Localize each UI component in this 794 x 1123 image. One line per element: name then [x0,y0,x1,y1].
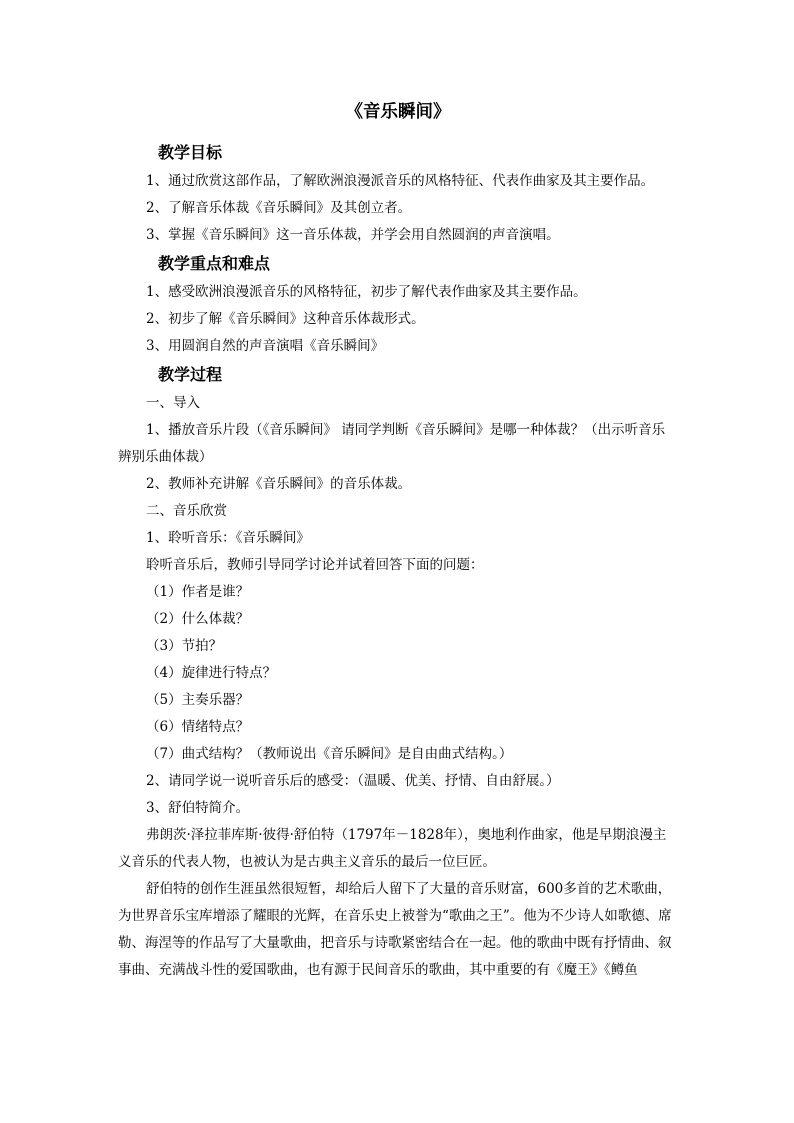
question-4: （4）旋律进行特点？ [146,665,277,681]
goal-item-3: 3、掌握《音乐瞬间》这一音乐体裁，并学会用自然圆润的声音演唱。 [146,227,560,243]
heading-key-points: 教学重点和难点 [158,254,271,273]
goal-item-2: 2、了解音乐体裁《音乐瞬间》及其创立者。 [146,200,412,216]
bio-paragraph-2: 舒伯特的创作生涯虽然很短暂，却给后人留下了大量的音乐财富，600多首的艺术歌曲，为世界音乐宝库增添了耀眼的光辉，在音乐史上被誉为“歌曲之王”。他为不少诗人如歌德、席勒、海涅等的作品写了大量歌曲，把音乐与诗歌紧密结合在一起。他的歌曲中既有抒情曲、叙事曲、充满战斗性的爱国歌曲，也有源于民间音乐的歌曲，其中重要的有《魔王》《鳟鱼 [118,881,672,978]
key-point-3: 3、用圆润自然的声音演唱《音乐瞬间》 [146,338,385,354]
section-appreciation: 二、音乐欣赏 [146,503,227,519]
intro-step-1: 1、播放音乐片段（《音乐瞬间》 请同学判断《音乐瞬间》是哪一种体裁？（出示听音乐辨别乐曲体裁） [118,422,666,465]
heading-teaching-process: 教学过程 [158,365,223,384]
appreciation-prompt: 聆听音乐后，教师引导同学讨论并试着回答下面的问题： [146,557,484,573]
document-body [118,98,678,984]
question-5: （5）主奏乐器？ [146,692,250,708]
section-intro: 一、导入 [146,395,200,411]
key-point-2: 2、初步了解《音乐瞬间》这种音乐体裁形式。 [146,311,425,327]
appreciation-step-3: 3、舒伯特简介。 [146,800,250,816]
key-point-1: 1、感受欧洲浪漫派音乐的风格特征，初步了解代表作曲家及其主要作品。 [146,284,587,300]
intro-step-2: 2、教师补充讲解《音乐瞬间》的音乐体裁。 [146,476,412,492]
document-title: 《音乐瞬间》 [345,102,451,122]
question-3: （3）节拍？ [146,638,223,654]
question-6: （6）情绪特点？ [146,719,250,735]
question-1: （1）作者是谁？ [146,584,250,600]
question-7: （7）曲式结构？（教师说出《音乐瞬间》是自由曲式结构。） [146,746,513,762]
question-2: （2）什么体裁？ [146,611,250,627]
appreciation-step-2: 2、请同学说一说听音乐后的感受：（温暖、优美、抒情、自由舒展。） [146,773,560,789]
appreciation-step-1: 1、聆听音乐：《音乐瞬间》 [146,530,310,546]
bio-paragraph-1: 弗朗茨·泽拉菲库斯·彼得·舒伯特（1797年－1828年），奥地利作曲家，他是早期浪漫主义音乐的代表人物，也被认为是古典主义音乐的最后一位巨匠。 [118,827,667,870]
goal-item-1: 1、通过欣赏这部作品，了解欧洲浪漫派音乐的风格特征、代表作曲家及其主要作品。 [146,173,655,189]
heading-teaching-goals: 教学目标 [158,143,223,162]
